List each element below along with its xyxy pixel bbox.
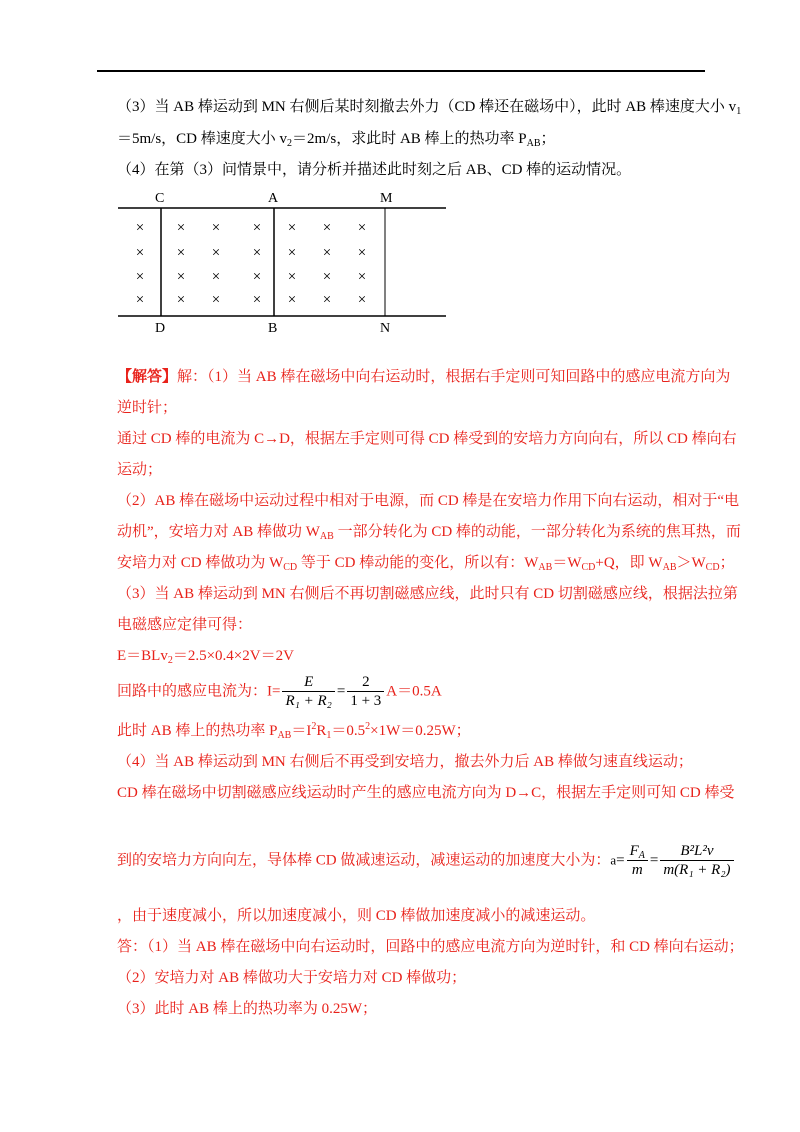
field-mark: ×: [211, 220, 221, 236]
field-mark: ×: [176, 269, 186, 285]
answer-part4-line3: ，由于速度减小，所以加速度减小，则 CD 棒做加速度减小的减速运动。: [117, 908, 596, 924]
field-mark: ×: [322, 245, 332, 261]
label-n: N: [380, 321, 391, 335]
field-mark: ×: [287, 245, 297, 261]
field-mark: ×: [322, 220, 332, 236]
answer-part2-line2: 动机”，安培力对 AB 棒做功 $W_{AB}$ 一部分转化为 CD 棒的动能，一部分转化为系统的焦耳热，而: [117, 524, 741, 542]
field-mark: ×: [135, 220, 145, 236]
label-m: M: [380, 191, 393, 206]
answer-part1-line4: 运动；: [117, 462, 163, 478]
field-mark: ×: [176, 220, 186, 236]
field-mark: ×: [322, 292, 332, 308]
field-mark: ×: [357, 292, 367, 308]
answer-part1-line2: 逆时针；: [117, 400, 178, 416]
field-mark: ×: [135, 269, 145, 285]
final-answer-1: 答：（1）当 AB 棒在磁场中向右运动时，回路中的感应电流方向为逆时针，和 CD 棒向右运动；: [117, 939, 744, 955]
field-mark: ×: [135, 292, 145, 308]
header-rule: [97, 70, 705, 72]
field-mark: ×: [287, 269, 297, 285]
answer-part3-line1: （3）当 AB 棒运动到 MN 右侧后不再切割磁感应线，此时只有 CD 切割磁感应线，根据法拉第: [117, 586, 738, 602]
field-mark: ×: [357, 245, 367, 261]
magnetic-field-marks: [136, 220, 366, 308]
field-mark: ×: [176, 245, 186, 261]
label-a: A: [268, 191, 279, 206]
final-answer-2: （2）安培力对 AB 棒做功大于安培力对 CD 棒做功；: [117, 970, 467, 986]
question-3-line-1: （3）当 AB 棒运动到 MN 右侧后某时刻撤去外力（CD 棒还在磁场中），此时 AB 棒速度大小 $v_1$: [117, 99, 742, 117]
field-mark: ×: [287, 292, 297, 308]
field-mark: ×: [252, 292, 262, 308]
current-equation: 回路中的感应电流为：I= $\frac{E}{\text{R₁ + R₂}}$ = $\frac{2}{1 + 3}$ A＝0.5A: [117, 674, 442, 710]
field-mark: ×: [135, 245, 145, 261]
question-3-line-2: ＝5m/s，CD 棒速度大小 $v_2=2m/s$，求此时 AB 棒上的热功率 $P_{AB}$；: [117, 131, 556, 149]
question-4-line: （4）在第（3）问情景中，请分析并描述此时刻之后 AB、CD 棒的运动情况。: [117, 162, 632, 178]
answer-part2-line3: 安培力对 CD 棒做功为 $W_{CD}$ 等于 CD 棒动能的变化，所以有：$W_{AB}=W_{CD}+Q$，即 $W_{AB}>W_{CD}$；: [117, 555, 735, 573]
answer-part4-line2: CD 棒在磁场中切割磁感应线运动时产生的感应电流方向为 D→C，根据左手定则可知 CD 棒受: [117, 785, 735, 801]
magnetic-field-diagram: [110, 185, 455, 335]
emf-equation: E＝BLv$_2$＝2.5×0.4×2V＝2V: [117, 648, 294, 666]
answer-part2-line1: （2）AB 棒在磁场中运动过程中相对于电源，而 CD 棒是在安培力作用下向右运动，相对于“电: [117, 493, 740, 509]
field-mark: ×: [211, 245, 221, 261]
field-mark: ×: [357, 220, 367, 236]
power-equation: 此时 AB 棒上的热功率 $P_{AB}=I^2R_1=0.5^2\times 1W=0.25W$；: [117, 721, 471, 741]
field-mark: ×: [252, 245, 262, 261]
field-mark: ×: [357, 269, 367, 285]
field-mark: ×: [252, 220, 262, 236]
label-b: B: [268, 321, 278, 335]
label-c: C: [155, 191, 165, 206]
answer-part3-line2: 电磁感应定律可得：: [117, 617, 253, 633]
field-mark: ×: [252, 269, 262, 285]
label-d: D: [155, 321, 166, 335]
answer-part1-line1: 【解答】解：（1）当 AB 棒在磁场中向右运动时，根据右手定则可知回路中的感应电流方向为: [117, 369, 731, 385]
final-answer-3: （3）此时 AB 棒上的热功率为 0.25W；: [117, 1001, 377, 1017]
answer-part4-line1: （4）当 AB 棒运动到 MN 右侧后不再受到安培力，撤去外力后 AB 棒做匀速直线运动；: [117, 754, 693, 770]
field-mark: ×: [211, 269, 221, 285]
acceleration-line: 到的安培力方向向左，导体棒 CD 做减速运动，减速运动的加速度大小为：a= $\frac{F_A}{m}$ = $\frac{\text{B²L²v}}{\text{m(R₁ + R₂)}}$: [117, 840, 736, 881]
field-mark: ×: [287, 220, 297, 236]
field-mark: ×: [176, 292, 186, 308]
field-mark: ×: [211, 292, 221, 308]
answer-part1-line3: 通过 CD 棒的电流为 C→D，根据左手定则可得 CD 棒受到的安培力方向向右，所以 CD 棒向右: [117, 431, 737, 447]
field-mark: ×: [322, 269, 332, 285]
